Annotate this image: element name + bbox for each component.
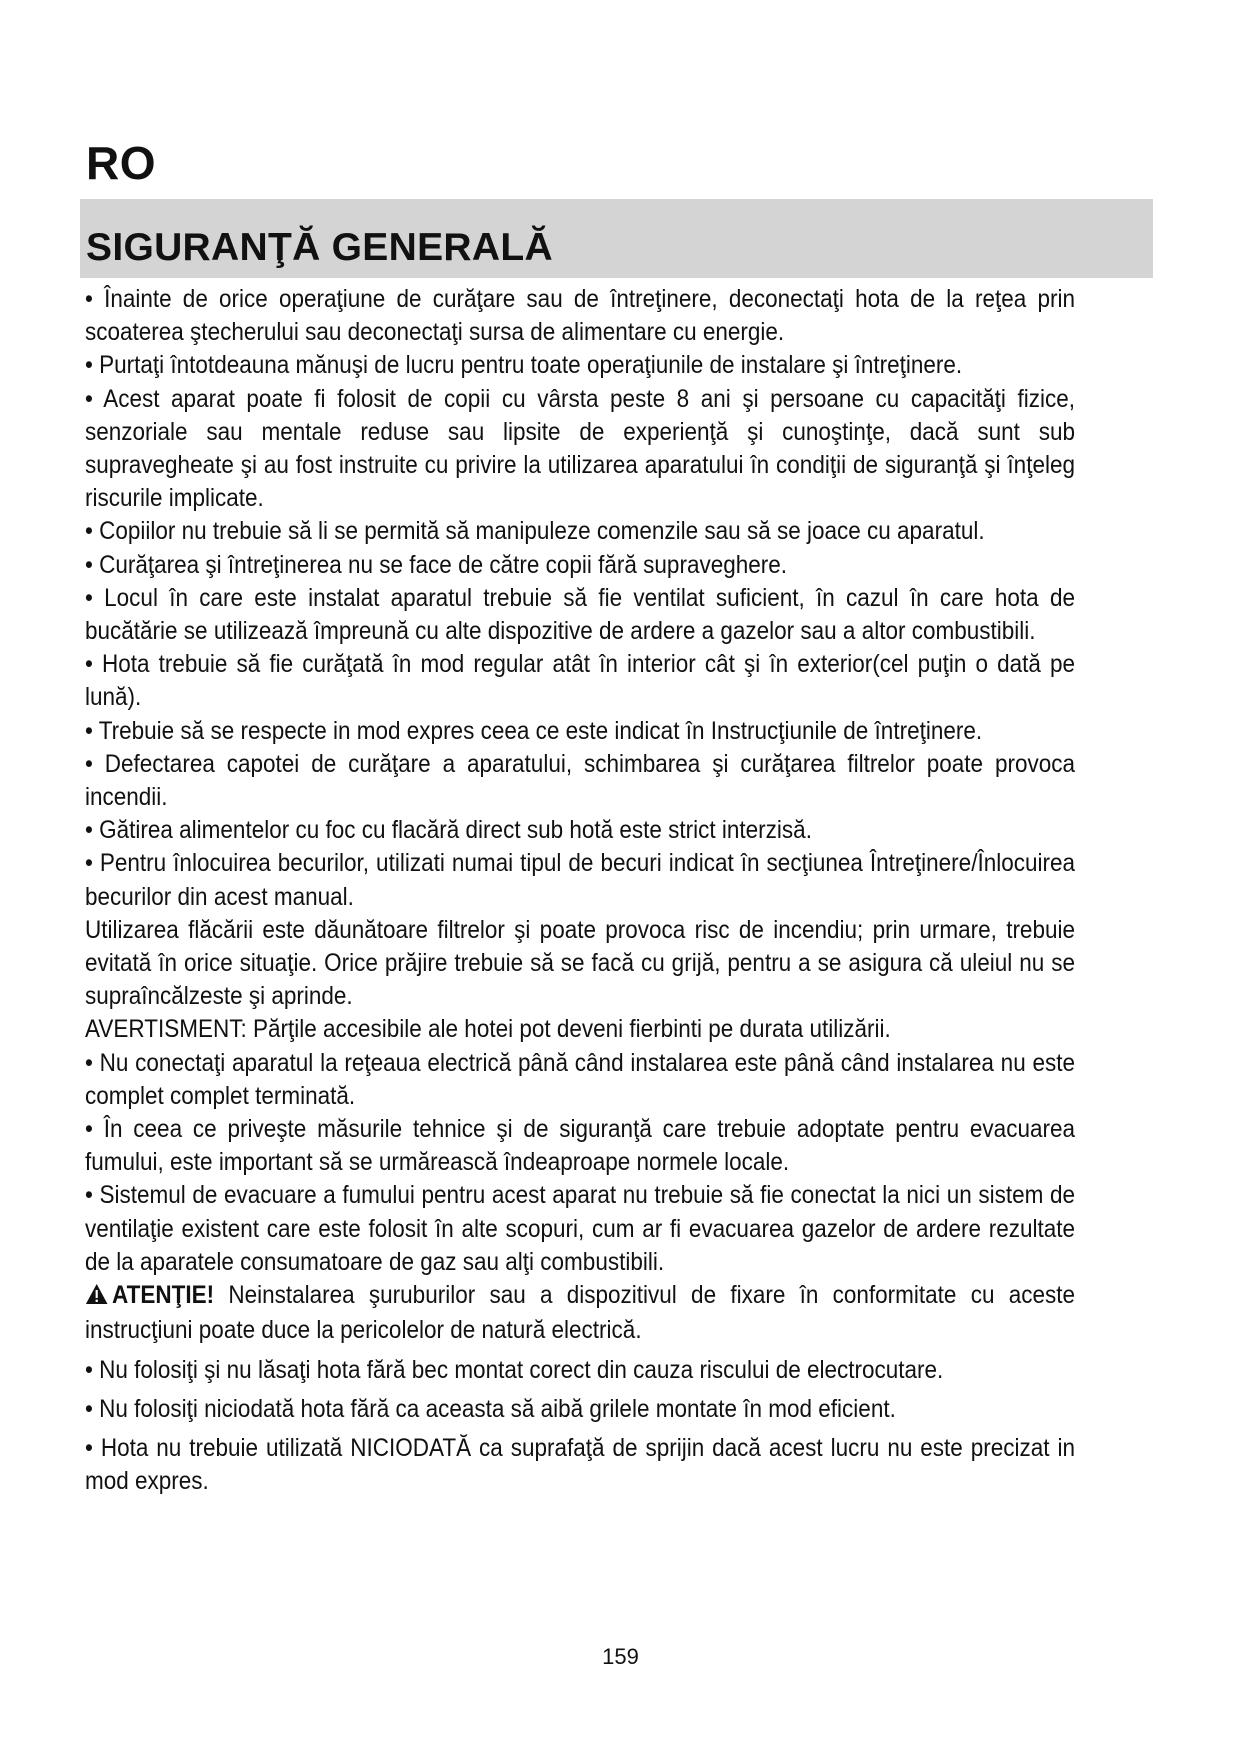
- paragraph-grilles: • Nu folosiţi niciodată hota fără ca aceasta să aibă grilele montate în mod eficient.: [85, 1394, 896, 1423]
- attention-text: Neinstalarea şuruburilor sau a dispozitivul de fixare în conformitate cu aceste instrucţiuni poate duce la pericolelor de natură electrică.: [85, 1281, 1075, 1345]
- attention-label: ATENŢIE!: [112, 1281, 215, 1310]
- paragraph-warning-hot-parts: AVERTISMENT: Părţile accesibile ale hotei pot deveni fierbinti pe durata utilizării.: [85, 1015, 891, 1044]
- paragraph-exhaust-system: • Sistemul de evacuare a fumului pentru acest aparat nu trebuie să fie conectat la nici un sistem de ventilaţie existent care este folosit în alte scopuri, cum ar fi evacuarea gazelor de ardere rezultate de la aparatele consumatoare de gaz sau alţi combustibili.: [85, 1181, 1075, 1276]
- paragraph-children-play: • Copiilor nu trebuie să li se permită să manipuleze comenzile sau să se joace cu aparatul.: [85, 517, 985, 546]
- paragraph-ventilation: • Locul în care este instalat aparatul trebuie să fie ventilat suficient, în cazul în care hota de bucătărie se utilizează împreună cu alte dispozitive de ardere a gazelor sau a altor combustibili.: [85, 583, 1075, 646]
- paragraph-maintenance-instructions: • Trebuie să se respecte in mod expres ceea ce este indicat în Instrucţiunile de întreţinere.: [85, 716, 983, 745]
- paragraph-regular-cleaning: • Hota trebuie să fie curăţată în mod regular atât în interior cât şi în exterior(cel puţin o dată pe lună).: [85, 650, 1075, 712]
- language-code: RO: [86, 137, 156, 189]
- paragraph-cleaning-supervision: • Curăţarea şi întreţinerea nu se face de către copii fără supraveghere.: [85, 550, 788, 579]
- paragraph-bulbs: • Pentru înlocuirea becurilor, utilizati numai tipul de becuri indicat în secţiunea Întreţinere/Înlocuirea becurilor din acest manual.: [85, 849, 1075, 911]
- paragraph-filter-fire: • Defectarea capotei de curăţare a aparatului, schimbarea şi curăţarea filtrelor poate provoca incendii.: [85, 749, 1075, 812]
- page-number: 159: [602, 1644, 639, 1669]
- warning-triangle-icon: [85, 1281, 108, 1314]
- safety-text-body: [85, 283, 1075, 1498]
- section-title: SIGURANŢĂ GENERALĂ: [86, 226, 553, 269]
- paragraph-support-surface: • Hota nu trebuie utilizată NICIODATĂ ca suprafaţă de sprijin dacă acest lucru nu este precizat in mod expres.: [85, 1433, 1075, 1496]
- paragraph-disconnect: • Înainte de orice operaţiune de curăţare sau de întreţinere, deconectaţi hota de la reţea prin scoaterea ştecherului sau deconectaţi sursa de alimentare cu energie.: [85, 285, 1075, 347]
- paragraph-bulb-electrocution: • Nu folosiţi şi nu lăsaţi hota fără bec montat corect din cauza riscului de electrocutare.: [85, 1355, 944, 1384]
- paragraph-connection: • Nu conectaţi aparatul la reţeaua electrică până când instalarea este până când instalarea nu este complet complet terminată.: [85, 1048, 1075, 1110]
- paragraph-gloves: • Purtaţi întotdeauna mănuşi de lucru pentru toate operaţiunile de instalare şi întreţinere.: [85, 351, 963, 380]
- paragraph-flame-cooking: • Gătirea alimentelor cu foc cu flacără direct sub hotă este strict interzisă.: [85, 816, 812, 845]
- paragraph-smoke-evacuation: • În ceea ce priveşte măsurile tehnice şi de siguranţă care trebuie adoptate pentru evacuarea fumului, este important să se urmărească îndeaproape normele locale.: [85, 1115, 1075, 1177]
- paragraph-children-capacity: • Acest aparat poate fi folosit de copii cu vârsta peste 8 ani şi persoane cu capacităţi fizice, senzoriale sau mentale reduse sau lipsite de experienţă şi cunoştinţe, dacă sunt sub supravegheate şi au fost instruite cu privire la utilizarea aparatului în condiţii de siguranţă şi înţeleg riscurile implicate.: [85, 384, 1075, 513]
- paragraph-flame-filters: Utilizarea flăcării este dăunătoare filtrelor şi poate provoca risc de incendiu; prin urmare, trebuie evitată în orice situaţie. Orice prăjire trebuie să se facă cu grijă, pentru a se asigura că uleiul nu se supraîncălzeste şi aprinde.: [85, 915, 1075, 1011]
- paragraph-attention: [85, 1279, 1075, 1347]
